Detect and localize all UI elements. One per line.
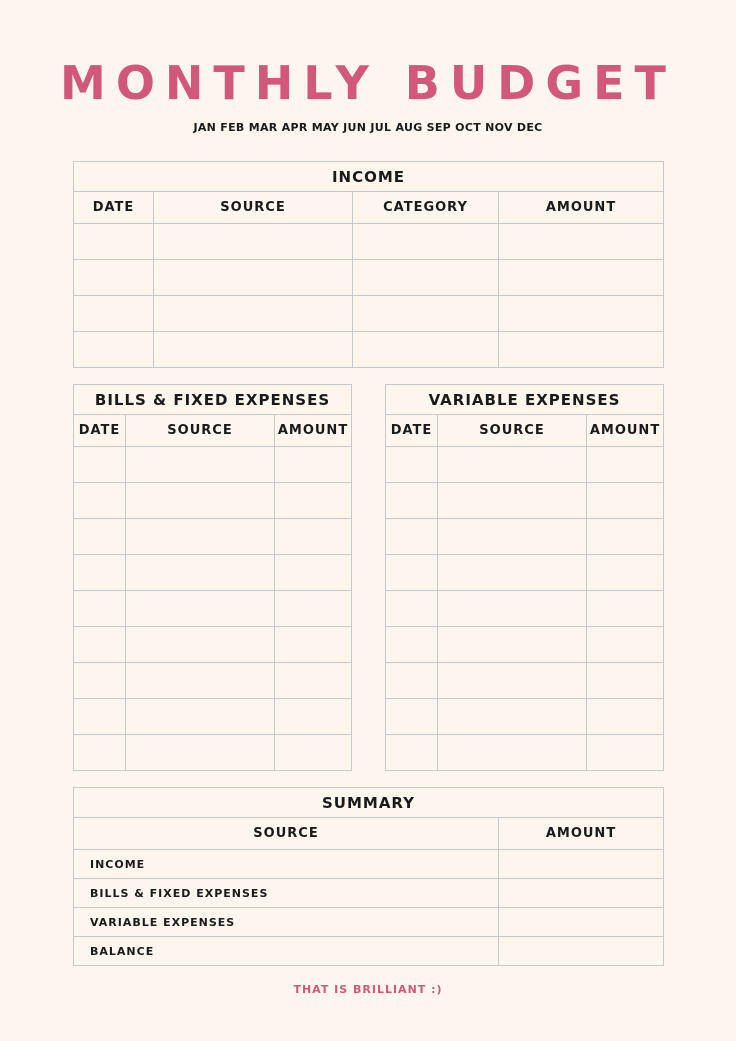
variable-col-date: DATE	[386, 415, 438, 447]
summary-income-amount[interactable]	[499, 850, 664, 879]
variable-cell[interactable]	[438, 591, 587, 627]
bills-cell[interactable]	[74, 519, 126, 555]
table-row	[74, 224, 664, 260]
bills-cell[interactable]	[275, 627, 352, 663]
income-cell[interactable]	[353, 224, 499, 260]
page-title: MONTHLY BUDGET	[60, 56, 676, 110]
table-row	[386, 627, 664, 663]
variable-title: VARIABLE EXPENSES	[386, 385, 664, 415]
table-row	[386, 663, 664, 699]
variable-cell[interactable]	[438, 555, 587, 591]
table-row	[74, 483, 352, 519]
variable-cell[interactable]	[587, 483, 664, 519]
bills-cell[interactable]	[74, 735, 126, 771]
bills-cell[interactable]	[126, 699, 275, 735]
income-cell[interactable]	[74, 296, 154, 332]
bills-cell[interactable]	[74, 699, 126, 735]
table-row	[74, 699, 352, 735]
income-col-amount: AMOUNT	[499, 192, 664, 224]
variable-cell[interactable]	[438, 699, 587, 735]
variable-cell[interactable]	[386, 519, 438, 555]
income-cell[interactable]	[74, 224, 154, 260]
bills-cell[interactable]	[126, 627, 275, 663]
bills-cell[interactable]	[74, 483, 126, 519]
summary-col-source: SOURCE	[74, 818, 499, 850]
bills-cell[interactable]	[126, 663, 275, 699]
income-cell[interactable]	[74, 332, 154, 368]
income-cell[interactable]	[154, 332, 353, 368]
variable-col-amount: AMOUNT	[587, 415, 664, 447]
summary-balance-label: BALANCE	[74, 937, 499, 966]
table-row	[386, 519, 664, 555]
variable-cell[interactable]	[386, 447, 438, 483]
variable-cell[interactable]	[438, 663, 587, 699]
income-table	[73, 161, 664, 368]
summary-table	[73, 787, 664, 966]
summary-col-amount: AMOUNT	[499, 818, 664, 850]
bills-cell[interactable]	[126, 591, 275, 627]
bills-cell[interactable]	[275, 555, 352, 591]
income-cell[interactable]	[499, 332, 664, 368]
bills-cell[interactable]	[275, 447, 352, 483]
income-col-date: DATE	[74, 192, 154, 224]
variable-cell[interactable]	[587, 519, 664, 555]
table-row	[74, 663, 352, 699]
bills-cell[interactable]	[126, 519, 275, 555]
table-row	[74, 519, 352, 555]
table-row	[74, 908, 664, 937]
table-row	[386, 483, 664, 519]
table-row	[74, 591, 352, 627]
bills-cell[interactable]	[126, 735, 275, 771]
variable-cell[interactable]	[587, 699, 664, 735]
table-row	[74, 735, 352, 771]
variable-cell[interactable]	[438, 735, 587, 771]
summary-balance-amount[interactable]	[499, 937, 664, 966]
variable-cell[interactable]	[587, 447, 664, 483]
bills-cell[interactable]	[74, 555, 126, 591]
variable-table	[385, 384, 664, 771]
variable-cell[interactable]	[587, 591, 664, 627]
table-row	[74, 296, 664, 332]
table-row	[74, 332, 664, 368]
table-row	[74, 879, 664, 908]
bills-cell[interactable]	[126, 483, 275, 519]
summary-variable-label: VARIABLE EXPENSES	[74, 908, 499, 937]
variable-cell[interactable]	[386, 591, 438, 627]
table-row	[74, 260, 664, 296]
income-title: INCOME	[74, 162, 664, 192]
bills-cell[interactable]	[74, 447, 126, 483]
bills-cell[interactable]	[275, 483, 352, 519]
summary-bills-label: BILLS & FIXED EXPENSES	[74, 879, 499, 908]
summary-title: SUMMARY	[74, 788, 664, 818]
variable-cell[interactable]	[587, 627, 664, 663]
bills-title: BILLS & FIXED EXPENSES	[74, 385, 352, 415]
variable-col-source: SOURCE	[438, 415, 587, 447]
income-cell[interactable]	[154, 224, 353, 260]
income-cell[interactable]	[499, 296, 664, 332]
bills-cell[interactable]	[275, 519, 352, 555]
bills-cell[interactable]	[275, 735, 352, 771]
variable-cell[interactable]	[386, 699, 438, 735]
income-col-category: CATEGORY	[353, 192, 499, 224]
income-cell[interactable]	[353, 332, 499, 368]
footer-note: THAT IS BRILLIANT :)	[293, 983, 443, 996]
bills-cell[interactable]	[74, 627, 126, 663]
table-row	[74, 447, 352, 483]
bills-col-source: SOURCE	[126, 415, 275, 447]
summary-income-label: INCOME	[74, 850, 499, 879]
variable-cell[interactable]	[587, 555, 664, 591]
variable-cell[interactable]	[386, 627, 438, 663]
bills-col-date: DATE	[74, 415, 126, 447]
variable-cell[interactable]	[386, 663, 438, 699]
bills-cell[interactable]	[275, 699, 352, 735]
table-row	[74, 555, 352, 591]
table-row	[386, 555, 664, 591]
table-row	[386, 735, 664, 771]
income-cell[interactable]	[154, 260, 353, 296]
income-cell[interactable]	[353, 296, 499, 332]
variable-cell[interactable]	[438, 483, 587, 519]
bills-cell[interactable]	[74, 591, 126, 627]
variable-cell[interactable]	[438, 627, 587, 663]
bills-cell[interactable]	[126, 555, 275, 591]
income-cell[interactable]	[499, 224, 664, 260]
table-row	[74, 937, 664, 966]
income-cell[interactable]	[353, 260, 499, 296]
bills-table	[73, 384, 352, 771]
income-cell[interactable]	[154, 296, 353, 332]
variable-cell[interactable]	[587, 663, 664, 699]
table-row	[386, 447, 664, 483]
table-row	[74, 627, 352, 663]
table-row	[386, 591, 664, 627]
table-row	[74, 850, 664, 879]
summary-bills-amount[interactable]	[499, 879, 664, 908]
bills-cell[interactable]	[74, 663, 126, 699]
variable-cell[interactable]	[386, 483, 438, 519]
bills-cell[interactable]	[275, 591, 352, 627]
income-cell[interactable]	[499, 260, 664, 296]
variable-cell[interactable]	[587, 735, 664, 771]
bills-cell[interactable]	[126, 447, 275, 483]
income-col-source: SOURCE	[154, 192, 353, 224]
variable-cell[interactable]	[386, 555, 438, 591]
variable-cell[interactable]	[386, 735, 438, 771]
bills-cell[interactable]	[275, 663, 352, 699]
month-list: JAN FEB MAR APR MAY JUN JUL AUG SEP OCT NOV DEC	[193, 121, 543, 134]
variable-cell[interactable]	[438, 447, 587, 483]
income-cell[interactable]	[74, 260, 154, 296]
table-row	[386, 699, 664, 735]
variable-cell[interactable]	[438, 519, 587, 555]
bills-col-amount: AMOUNT	[275, 415, 352, 447]
summary-variable-amount[interactable]	[499, 908, 664, 937]
